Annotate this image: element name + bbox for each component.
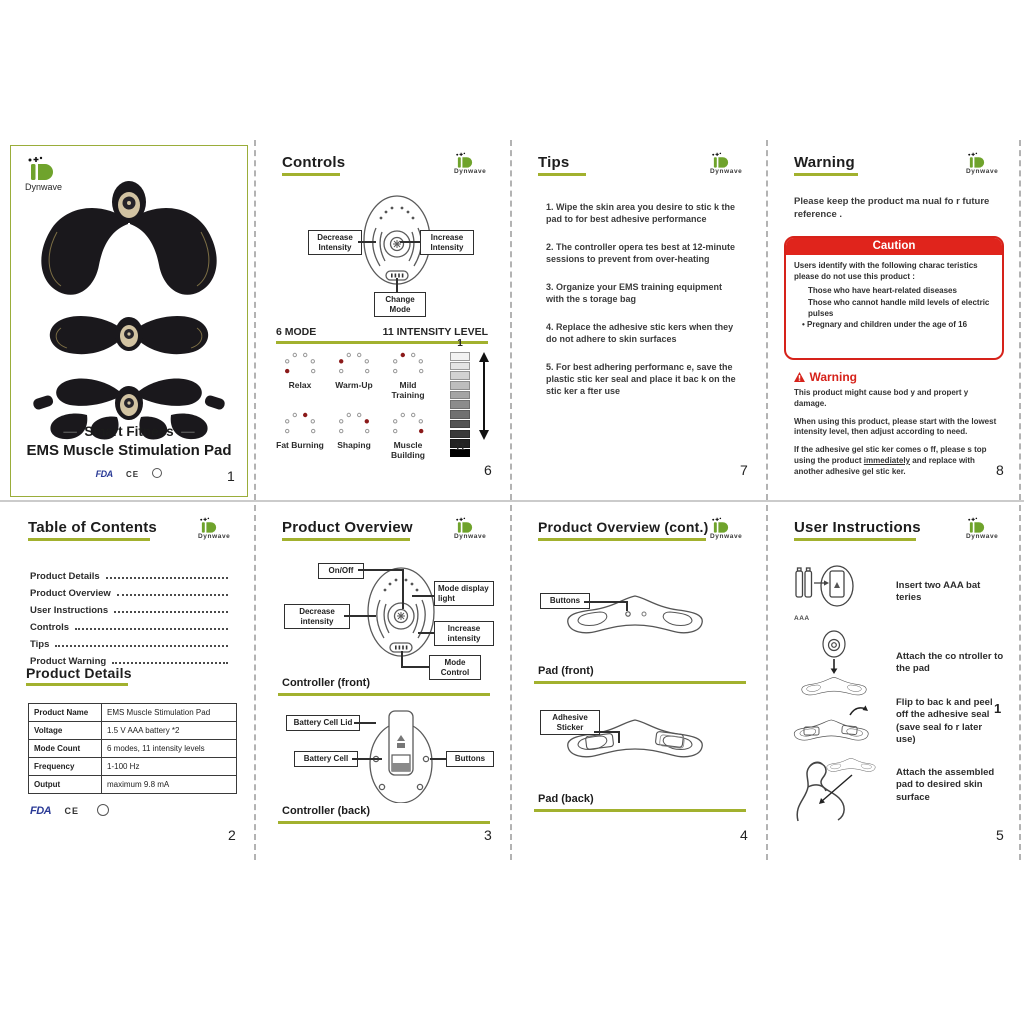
panel-tips: [512, 140, 768, 500]
mode-label: Shaping: [337, 440, 371, 450]
dotted-leader: [114, 611, 228, 613]
cover-title-text1: Smart Fitness: [84, 424, 174, 439]
connector-line: [430, 758, 446, 760]
mode-dial-icon: [332, 412, 376, 440]
brand-name: Dynwave: [454, 168, 487, 175]
mode-warm-up: [328, 352, 380, 391]
title-underline: [794, 173, 858, 176]
warning-paragraph: [794, 417, 1002, 439]
step-text: Flip to bac k and peel off the adhesive seal (save seal fo r later use): [896, 697, 993, 746]
label-on-off: On/Off: [318, 563, 364, 579]
cover-title-line1: — Smart Fitness —: [63, 424, 195, 439]
step-text: Attach the assembled pad to desired skin surface: [896, 767, 995, 803]
caption-underline: [278, 693, 490, 696]
brand-logo-icon: [198, 517, 220, 534]
page-number: 4: [740, 827, 748, 843]
page-number: 8: [996, 462, 1004, 478]
product-image-arm-pad: [29, 306, 229, 366]
panel-warning: [768, 140, 1024, 500]
warning-intro: Please keep the product ma nual fo r future reference .: [794, 196, 990, 220]
intensity-seg: [450, 362, 470, 371]
dotted-leader: [112, 662, 228, 664]
intensity-seg: [450, 371, 470, 380]
intensity-seg: [450, 391, 470, 400]
spec-key: Product Name: [29, 704, 102, 722]
toc-item-label: User Instructions: [30, 605, 109, 616]
intensity-seg: [450, 381, 470, 390]
intensity-top-label: 1: [457, 338, 463, 349]
mode-dial-icon: [278, 412, 322, 440]
mode-header: 6 MODE: [276, 326, 317, 338]
title-underline: [28, 538, 150, 541]
mode-shaping: [328, 412, 380, 451]
mode-fat-burning: [274, 412, 326, 451]
connector-line: [626, 601, 628, 611]
label-adhesive-sticker: Adhesive Sticker: [540, 710, 600, 735]
label-increase-intensity: Increase Intensity: [420, 230, 474, 255]
battery-size-label: AAA: [794, 615, 810, 622]
page-title: Table of Contents: [28, 519, 157, 536]
spec-key: Output: [29, 776, 102, 794]
connector-line: [418, 632, 434, 634]
label-decrease-intensity: Decrease intensity: [284, 604, 350, 629]
brand-name: Dynwave: [966, 168, 999, 175]
title-underline: [538, 173, 586, 176]
toc-item: [30, 599, 230, 616]
tip-item: 5. For best adhering performanc e, save the plastic stic ker seal and place it bac k on the stic ker a fter use: [546, 361, 736, 396]
intensity-range-arrow-icon: [478, 352, 490, 440]
warning-underlined-word: immediately: [863, 455, 911, 465]
mode-dial-icon: [386, 412, 430, 440]
page-number: 6: [484, 462, 492, 478]
tip-item: 2. The controller opera tes best at 12-minute sessions to prevent from over-heating: [546, 241, 736, 264]
brand-logo: [454, 152, 510, 175]
intensity-seg: [450, 352, 470, 361]
warning-paragraph-post: and replace with another adhesive gel stic ker.: [794, 455, 975, 476]
brand-logo: [198, 517, 254, 540]
step3-peel-seal-icon: [786, 701, 876, 747]
page-number: 2: [228, 827, 236, 843]
cover-certs: [11, 464, 247, 482]
divider-horizontal: [0, 500, 1024, 502]
panel-overview-cont: [512, 505, 768, 860]
table-row: [29, 740, 237, 758]
step1-batteries-icon: [790, 557, 860, 615]
tip-item: 1. Wipe the skin area you desire to stic k the pad to for best adhesive performance: [546, 202, 735, 224]
brand-logo-icon: [966, 152, 988, 169]
ce-mark: CE: [125, 470, 140, 479]
cert-circle-icon: [97, 804, 109, 816]
connector-line: [352, 758, 382, 760]
caution-item: • Pregnary and children under the age of 16: [802, 319, 968, 329]
ce-mark: CE: [64, 806, 79, 816]
mode-mild-training: [382, 352, 434, 401]
mode-dial-icon: [278, 352, 322, 380]
connector-line: [412, 595, 434, 597]
mode-label: Warm-Up: [335, 380, 373, 390]
cert-circle-icon: [152, 468, 162, 478]
spec-value: 6 modes, 11 intensity levels: [102, 740, 237, 758]
caution-box: [784, 236, 1004, 360]
page-number: 1: [227, 468, 235, 484]
product-image-hip-trainer: [29, 178, 229, 303]
tips-list: [546, 202, 738, 398]
toc-item: [30, 582, 230, 599]
fda-logo: FDA: [95, 469, 113, 479]
mode-dial-icon: [332, 352, 376, 380]
brand-name: Dynwave: [25, 182, 63, 192]
brand-logo-icon: [710, 152, 732, 169]
panel-overview: [256, 505, 512, 860]
connector-line: [401, 666, 429, 668]
title-underline: [282, 538, 410, 541]
label-battery-cell-lid: Battery Cell Lid: [286, 715, 360, 731]
warning-paragraph-text: When using this product, please start with the lowest intensity level, then adjust according to need.: [794, 416, 997, 437]
brand-name: Dynwave: [966, 533, 999, 540]
brand-logo: [454, 517, 510, 540]
connector-line: [396, 278, 398, 292]
label-mode-display-light: Mode display light: [434, 581, 494, 606]
label-change-mode: Change Mode: [374, 292, 426, 317]
connector-line: [400, 241, 420, 243]
label-mode-control: Mode Control: [429, 655, 481, 680]
warning-paragraph: This product might cause bod y and propert y damage.: [794, 388, 969, 408]
toc-list: [30, 565, 230, 667]
intensity-bottom-label: 11: [454, 442, 466, 453]
spec-value: 1-100 Hz: [102, 758, 237, 776]
intensity-seg: [450, 400, 470, 409]
toc-item-label: Controls: [30, 622, 70, 633]
connector-line: [344, 615, 376, 617]
step4-attach-to-skin-icon: [786, 753, 881, 825]
mode-label: Mild Training: [391, 380, 425, 400]
product-details-table: [28, 703, 237, 794]
cover-title-line2: EMS Muscle Stimulation Pad: [26, 442, 232, 459]
cover-border: [10, 145, 248, 497]
caution-intro: Users identify with the following charac teristics please do not use this product :: [794, 261, 978, 282]
dotted-leader: [117, 594, 228, 596]
spec-key: Mode Count: [29, 740, 102, 758]
brand-name: Dynwave: [710, 533, 743, 540]
page-title: Warning: [794, 154, 855, 171]
dotted-leader: [55, 645, 228, 647]
mode-label: Muscle Building: [391, 440, 425, 460]
warning-paragraphs: [794, 388, 1002, 485]
fda-logo: FDA: [30, 805, 52, 817]
page-title: Tips: [538, 154, 570, 171]
title-underline: [538, 538, 706, 541]
caution-body: [786, 255, 1002, 335]
table-row: [29, 722, 237, 740]
mode-muscle-building: [382, 412, 434, 461]
caption-underline: [534, 681, 746, 684]
spec-value: 1.5 V AAA battery *2: [102, 722, 237, 740]
warning-triangle-icon: [794, 372, 805, 382]
panel-cover: [0, 140, 256, 500]
controller-back-diagram: [356, 703, 446, 803]
table-row: [29, 704, 237, 722]
brand-logo: [710, 152, 766, 175]
caution-item: Those who cannot handle mild levels of electric pulses: [808, 297, 990, 318]
label-buttons: Buttons: [446, 751, 494, 767]
title-underline: [794, 538, 916, 541]
controller-front-diagram: [356, 560, 446, 660]
toc-item-label: Product Warning: [30, 656, 107, 667]
toc-item: [30, 565, 230, 582]
page-title: Controls: [282, 154, 346, 171]
connector-line: [354, 722, 376, 724]
connector-line: [594, 731, 620, 733]
mode-relax: [274, 352, 326, 391]
table-row: [29, 758, 237, 776]
connector-line: [584, 601, 628, 603]
spec-value: EMS Muscle Stimulation Pad: [102, 704, 237, 722]
brand-logo: [710, 517, 766, 540]
connector-line: [401, 651, 403, 667]
spec-value: maximum 9.8 mA: [102, 776, 237, 794]
panel-controls: [256, 140, 512, 500]
brand-logo-icon: [966, 517, 988, 534]
label-battery-cell: Battery Cell: [294, 751, 358, 767]
tip-item: 4. Replace the adhesive stic kers when they do not adhere to skin surfaces: [546, 321, 734, 344]
connector-line: [618, 731, 620, 743]
brand-name: Dynwave: [198, 533, 231, 540]
brand-logo-icon: [454, 517, 476, 534]
brand-name: Dynwave: [454, 533, 487, 540]
mode-label: Fat Burning: [276, 440, 324, 450]
pad-front-caption: Pad (front): [538, 665, 594, 677]
dotted-leader: [106, 577, 228, 579]
label-decrease-intensity: Decrease Intensity: [308, 230, 362, 255]
step2-attach-controller-icon: [796, 629, 876, 697]
toc-item: [30, 616, 230, 633]
brand-logo: [966, 517, 1022, 540]
label-increase-intensity: Increase intensity: [434, 621, 494, 646]
brand-logo: [966, 152, 1022, 175]
spec-key: Frequency: [29, 758, 102, 776]
warning-paragraph-pre: If the adhesive gel stic ker comes o ff, please s top using the product: [794, 445, 987, 465]
pad-back-caption: Pad (back): [538, 793, 594, 805]
product-details-title: Product Details: [26, 665, 132, 681]
panel-instructions: [768, 505, 1024, 860]
page-number: 5: [996, 827, 1004, 843]
page-title: User Instructions: [794, 519, 921, 536]
stray-number: 1: [994, 701, 1002, 716]
certs-row: [30, 801, 109, 819]
spec-key: Voltage: [29, 722, 102, 740]
warning-paragraph: [794, 445, 1002, 477]
sub-warning-header: [794, 368, 857, 386]
tip-item: 3. Organize your EMS training equipment with the s torage bag: [546, 281, 723, 304]
toc-item-label: Tips: [30, 639, 50, 650]
connector-line: [358, 569, 402, 571]
controller-front-caption: Controller (front): [282, 677, 370, 689]
intensity-seg: [450, 420, 470, 429]
sub-warning-title: Warning: [809, 370, 858, 384]
caution-item: Those who have heart-related diseases: [808, 286, 957, 296]
controller-back-caption: Controller (back): [282, 805, 371, 817]
details-underline: [26, 683, 128, 686]
connector-line: [358, 241, 376, 243]
toc-item-label: Product Details: [30, 571, 100, 582]
page-title: Product Overview (cont.): [538, 519, 709, 535]
title-underline: [282, 173, 340, 176]
caption-underline: [278, 821, 490, 824]
connector-line: [402, 569, 404, 609]
mode-dial-icon: [386, 352, 430, 380]
mode-label: Relax: [288, 380, 312, 390]
brand-logo-icon: [710, 517, 732, 534]
label-pad-buttons: Buttons: [540, 593, 590, 609]
intensity-seg: [450, 410, 470, 419]
dotted-leader: [75, 628, 228, 630]
table-row: [29, 776, 237, 794]
page-title: Product Overview: [282, 519, 413, 536]
toc-item-label: Product Overview: [30, 588, 111, 599]
toc-item: [30, 633, 230, 650]
caution-title: Caution: [786, 238, 1002, 255]
caption-underline: [534, 809, 746, 812]
intensity-header: 11 INTENSITY LEVEL: [382, 326, 488, 338]
step-text: Attach the co ntroller to the pad: [896, 651, 1004, 675]
panel-toc: [0, 505, 256, 860]
brand-name: Dynwave: [710, 168, 743, 175]
page-number: 3: [484, 827, 492, 843]
step-text: Insert two AAA bat teries: [896, 580, 981, 604]
brand-logo-icon: [454, 152, 476, 169]
page-number: 7: [740, 462, 748, 478]
intensity-seg: [450, 430, 470, 439]
